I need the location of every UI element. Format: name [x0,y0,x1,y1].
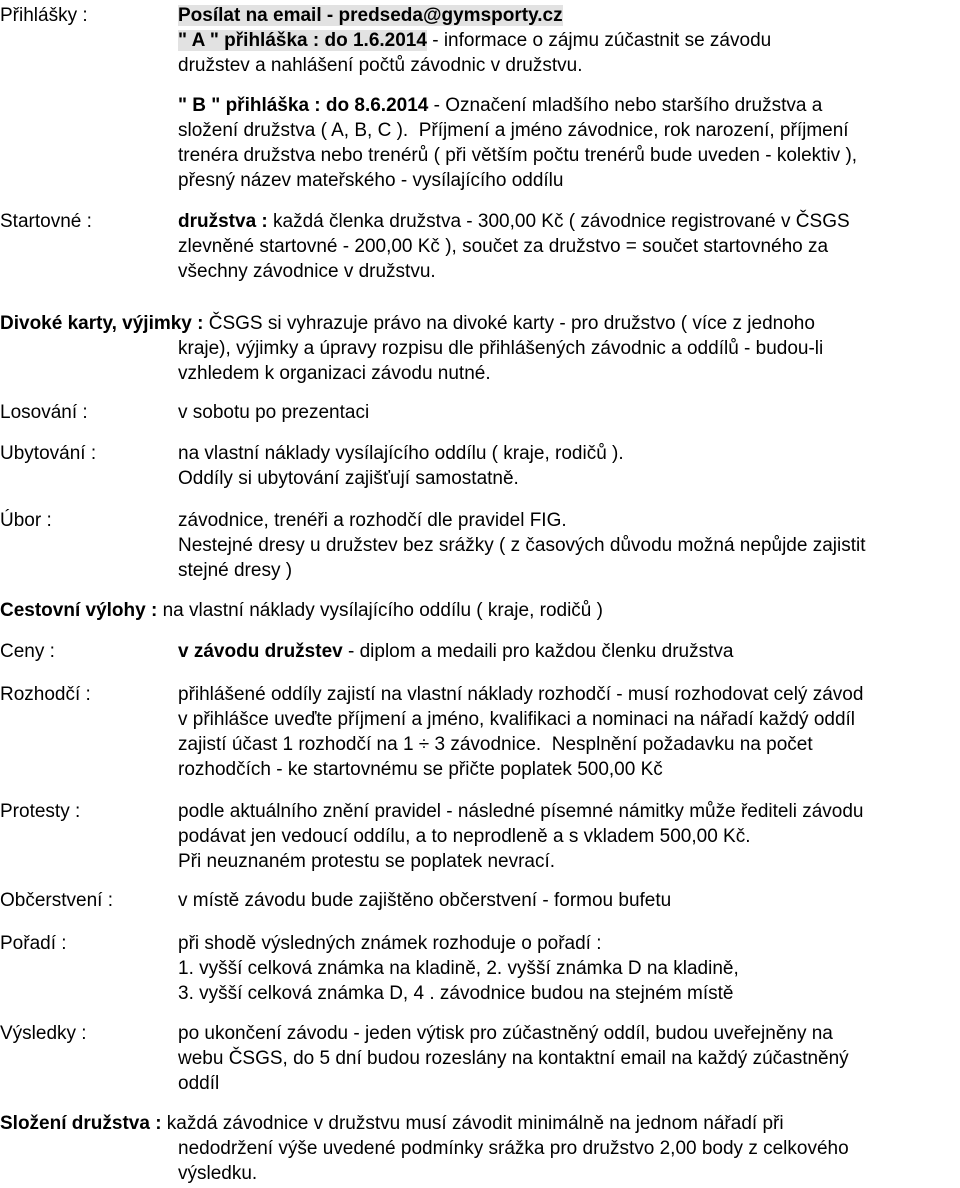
label-rozhodci: Rozhodčí : [0,684,91,705]
divoke-line-2: kraje), výjimky a úpravy rozpisu dle přihlášených závodnic a oddílů - budou-li [178,338,824,359]
ubytovani-line-2: Oddíly si ubytování zajišťují samostatně. [178,468,519,489]
losovani-line-1: v sobotu po prezentaci [178,402,370,423]
label-vysledky: Výsledky : [0,1023,87,1044]
obcerstveni-line-1: v místě závodu bude zajištěno občerstvení - formou bufetu [178,890,672,911]
b-prihlaska-line-2: složení družstva ( A, B, C ). Příjmení a jméno závodnice, rok narození, příjmení [178,120,849,141]
startovne-text: každá členka družstva - 300,00 Kč ( závodnice registrované v ČSGS [267,211,850,232]
ceny-text: - diplom a medaili pro každou členku družstva [342,641,734,662]
b-prihlaska-line-3: trenéra družstva nebo trenérů ( při větším počtu trenérů bude uveden - kolektiv ), [178,145,858,166]
vysledky-line-2: webu ČSGS, do 5 dní budou rozeslány na kontaktní email na každý zúčastněný [178,1048,849,1069]
cestovni-line-1 [0,599,603,623]
a-prihlaska-line-1 [178,29,771,53]
label-poradi: Pořadí : [0,933,67,954]
b-prihlaska-line-1 [178,94,822,118]
rozhodci-line-2: v přihlášce uveďte příjmení a jméno, kvalifikaci a nominaci na nářadí každý oddíl [178,709,856,730]
rozhodci-line-1: přihlášené oddíly zajistí na vlastní náklady rozhodčí - musí rozhodovat celý závod [178,684,864,705]
a-prihlaska-title: " A " přihláška : do 1.6.2014 [178,30,427,51]
a-prihlaska-text: - informace o zájmu zúčastnit se závodu [426,30,772,51]
label-cestovni: Cestovní výlohy : [0,600,158,621]
label-ceny: Ceny : [0,641,55,662]
label-divoke: Divoké karty, výjimky : [0,313,204,334]
label-protesty: Protesty : [0,801,81,822]
startovne-bold: družstva : [178,211,268,232]
label-losovani: Losování : [0,402,88,423]
ceny-bold: v závodu družstev [178,641,343,662]
label-prihlasky: Přihlášky : [0,5,88,26]
poradi-line-1: při shodě výsledných známek rozhoduje o pořadí : [178,933,602,954]
divoke-line-1 [0,312,815,336]
a-prihlaska-line-2: družstev a nahlášení počtů závodnic v družstvu. [178,55,583,76]
ubor-line-1: závodnice, trenéři a rozhodčí dle pravidel FIG. [178,510,567,531]
label-slozeni: Složení družstva : [0,1113,162,1134]
slozeni-line-3: výsledku. [178,1163,258,1184]
ubor-line-3: stejné dresy ) [178,560,293,581]
divoke-line-3: vzhledem k organizaci závodu nutné. [178,363,491,384]
ubor-line-2: Nestejné dresy u družstev bez srážky ( z časových důvodu možná nepůjde zajistit [178,535,866,556]
startovne-line-3: všechny závodnice v družstvu. [178,261,436,282]
protesty-line-3: Při neuznaném protestu se poplatek nevrací. [178,851,556,872]
poradi-line-2: 1. vyšší celková známka na kladině, 2. vyšší známka D na kladině, [178,958,739,979]
vysledky-line-1: po ukončení závodu - jeden výtisk pro zúčastněný oddíl, budou uveřejněny na [178,1023,833,1044]
slozeni-line-2: nedodržení výše uvedené podmínky srážka pro družstvo 2,00 body z celkového [178,1138,849,1159]
vysledky-line-3: oddíl [178,1073,220,1094]
protesty-line-2: podávat jen vedoucí oddílu, a to neprodleně a s vkladem 500,00 Kč. [178,826,751,847]
rozhodci-line-3: zajistí účast 1 rozhodčí na 1 ÷ 3 závodnice. Nesplnění požadavku na počet [178,734,813,755]
email-line [178,4,563,28]
cestovni-text: na vlastní náklady vysílajícího oddílu ( kraje, rodičů ) [157,600,603,621]
slozeni-text: každá závodnice v družstvu musí závodit minimálně na jednom nářadí při [161,1113,784,1134]
ubytovani-line-1: na vlastní náklady vysílajícího oddílu ( kraje, rodičů ). [178,443,624,464]
startovne-line-1 [178,210,850,234]
b-prihlaska-title: " B " přihláška : do 8.6.2014 [178,95,429,116]
ceny-line-1 [178,640,733,664]
b-prihlaska-text: - Označení mladšího nebo staršího družstva a [428,95,823,116]
b-prihlaska-line-4: přesný název mateřského - vysílajícího oddílu [178,170,564,191]
label-obcerstveni: Občerstvení : [0,890,113,911]
email-text: Posílat na email - predseda@gymsporty.cz [178,5,563,26]
rozhodci-line-4: rozhodčích - ke startovnému se přičte poplatek 500,00 Kč [178,759,663,780]
label-startovne: Startovné : [0,211,92,232]
divoke-text: ČSGS si vyhrazuje právo na divoké karty - pro družstvo ( více z jednoho [203,313,815,334]
slozeni-line-1 [0,1112,784,1136]
label-ubytovani: Ubytování : [0,443,97,464]
label-ubor: Úbor : [0,510,52,531]
startovne-line-2: zlevněné startovné - 200,00 Kč ), součet za družstvo = součet startovného za [178,236,829,257]
protesty-line-1: podle aktuálního znění pravidel - následné písemné námitky může řediteli závodu [178,801,864,822]
poradi-line-3: 3. vyšší celková známka D, 4 . závodnice budou na stejném místě [178,983,734,1004]
